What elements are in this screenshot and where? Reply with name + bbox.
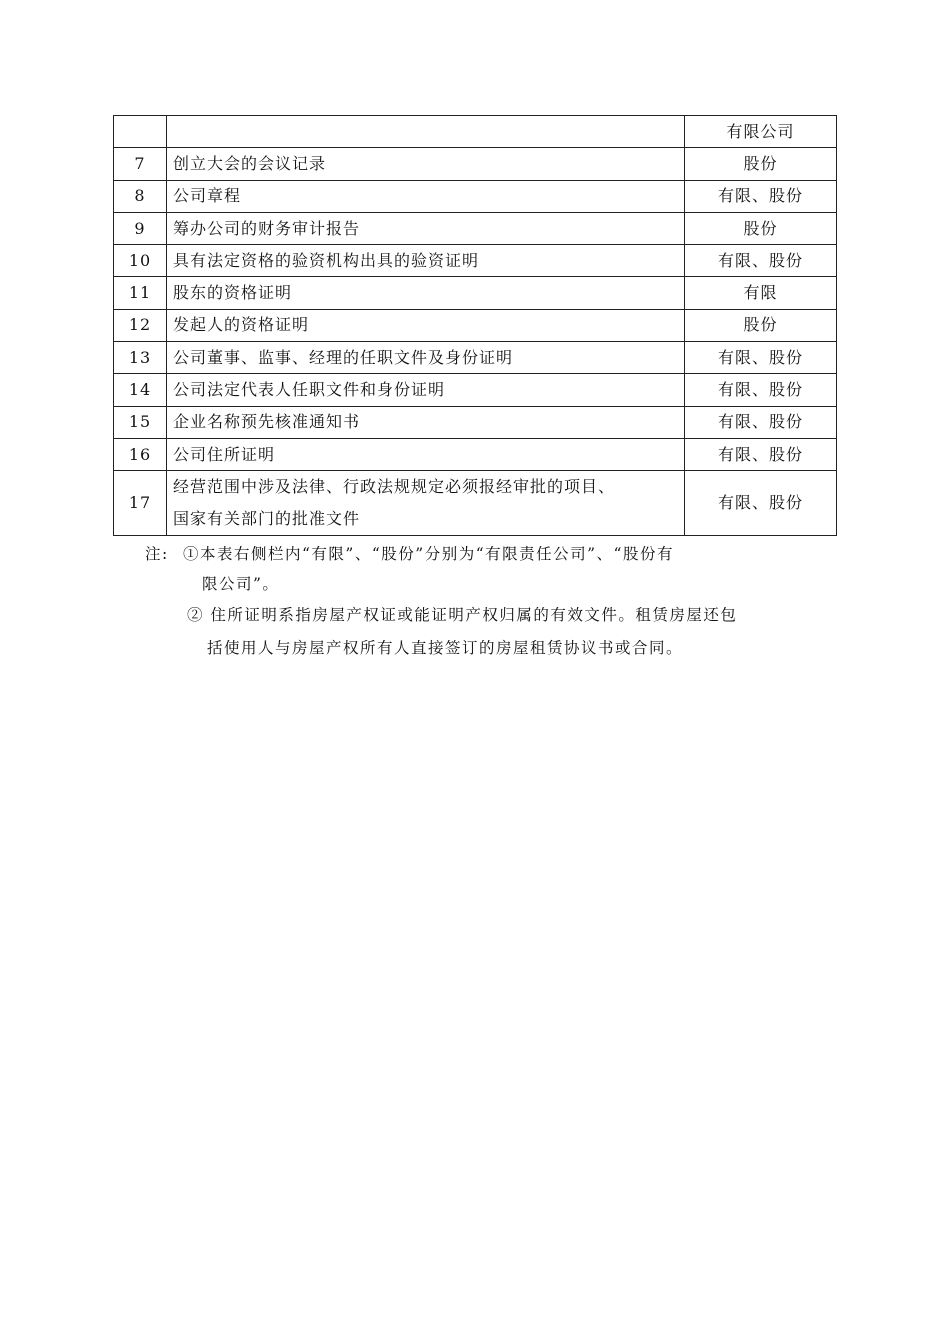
table-row [114, 180, 837, 212]
row-company-type: 有限、股份 [685, 180, 837, 212]
row-item: 企业名称预先核准通知书 [167, 406, 685, 438]
row-number: 8 [114, 180, 167, 212]
row-number: 17 [114, 471, 167, 536]
row-company-type: 有限、股份 [685, 438, 837, 470]
row-company-type: 有限、股份 [685, 471, 837, 536]
row-company-type: 有限、股份 [685, 245, 837, 277]
row-company-type: 有限、股份 [685, 342, 837, 374]
row-number: 16 [114, 438, 167, 470]
row-item: 公司董事、监事、经理的任职文件及身份证明 [167, 342, 685, 374]
table-row [114, 406, 837, 438]
table-row [114, 471, 837, 536]
row-company-type: 有限、股份 [685, 374, 837, 406]
table-row [114, 342, 837, 374]
row-number: 14 [114, 374, 167, 406]
row-number: 9 [114, 212, 167, 244]
table-row [114, 277, 837, 309]
row-item: 公司住所证明 [167, 438, 685, 470]
table-row [114, 309, 837, 341]
table-row [114, 212, 837, 244]
table-row [114, 374, 837, 406]
row-company-type: 股份 [685, 148, 837, 180]
row-number: 15 [114, 406, 167, 438]
notes-label: 注: [145, 545, 169, 563]
row-number: 10 [114, 245, 167, 277]
row-company-type: 股份 [685, 212, 837, 244]
row-number: 12 [114, 309, 167, 341]
note-2-line-2: 括使用人与房屋产权所有人直接签订的房屋租赁协议书或合同。 [207, 639, 684, 657]
note-1-line-2: 限公司”。 [202, 575, 280, 593]
row-item-line: 国家有关部门的批准文件 [173, 509, 361, 529]
table-row [114, 116, 837, 148]
row-company-type: 有限、股份 [685, 406, 837, 438]
row-item-line: 经营范围中涉及法律、行政法规规定必须报经审批的项目、 [173, 477, 616, 497]
row-number: 11 [114, 277, 167, 309]
row-company-type: 股份 [685, 309, 837, 341]
table-row [114, 438, 837, 470]
documents-table [113, 115, 837, 536]
note-2-line-1: ② 住所证明系指房屋产权证或能证明产权归属的有效文件。租赁房屋还包 [187, 606, 738, 624]
row-item: 创立大会的会议记录 [167, 148, 685, 180]
row-item: 公司章程 [167, 180, 685, 212]
row-item: 股东的资格证明 [167, 277, 685, 309]
row-number: 13 [114, 342, 167, 374]
table-row [114, 148, 837, 180]
row-item [167, 116, 685, 148]
row-item: 公司法定代表人任职文件和身份证明 [167, 374, 685, 406]
table-row [114, 245, 837, 277]
row-number: 7 [114, 148, 167, 180]
row-company-type: 有限公司 [685, 116, 837, 148]
row-number [114, 116, 167, 148]
row-item: 筹办公司的财务审计报告 [167, 212, 685, 244]
row-item [167, 471, 685, 536]
row-company-type: 有限 [685, 277, 837, 309]
row-item: 具有法定资格的验资机构出具的验资证明 [167, 245, 685, 277]
note-1-line-1: ①本表右侧栏内“有限”、“股份”分别为“有限责任公司”、“股份有 [183, 545, 674, 563]
row-item: 发起人的资格证明 [167, 309, 685, 341]
